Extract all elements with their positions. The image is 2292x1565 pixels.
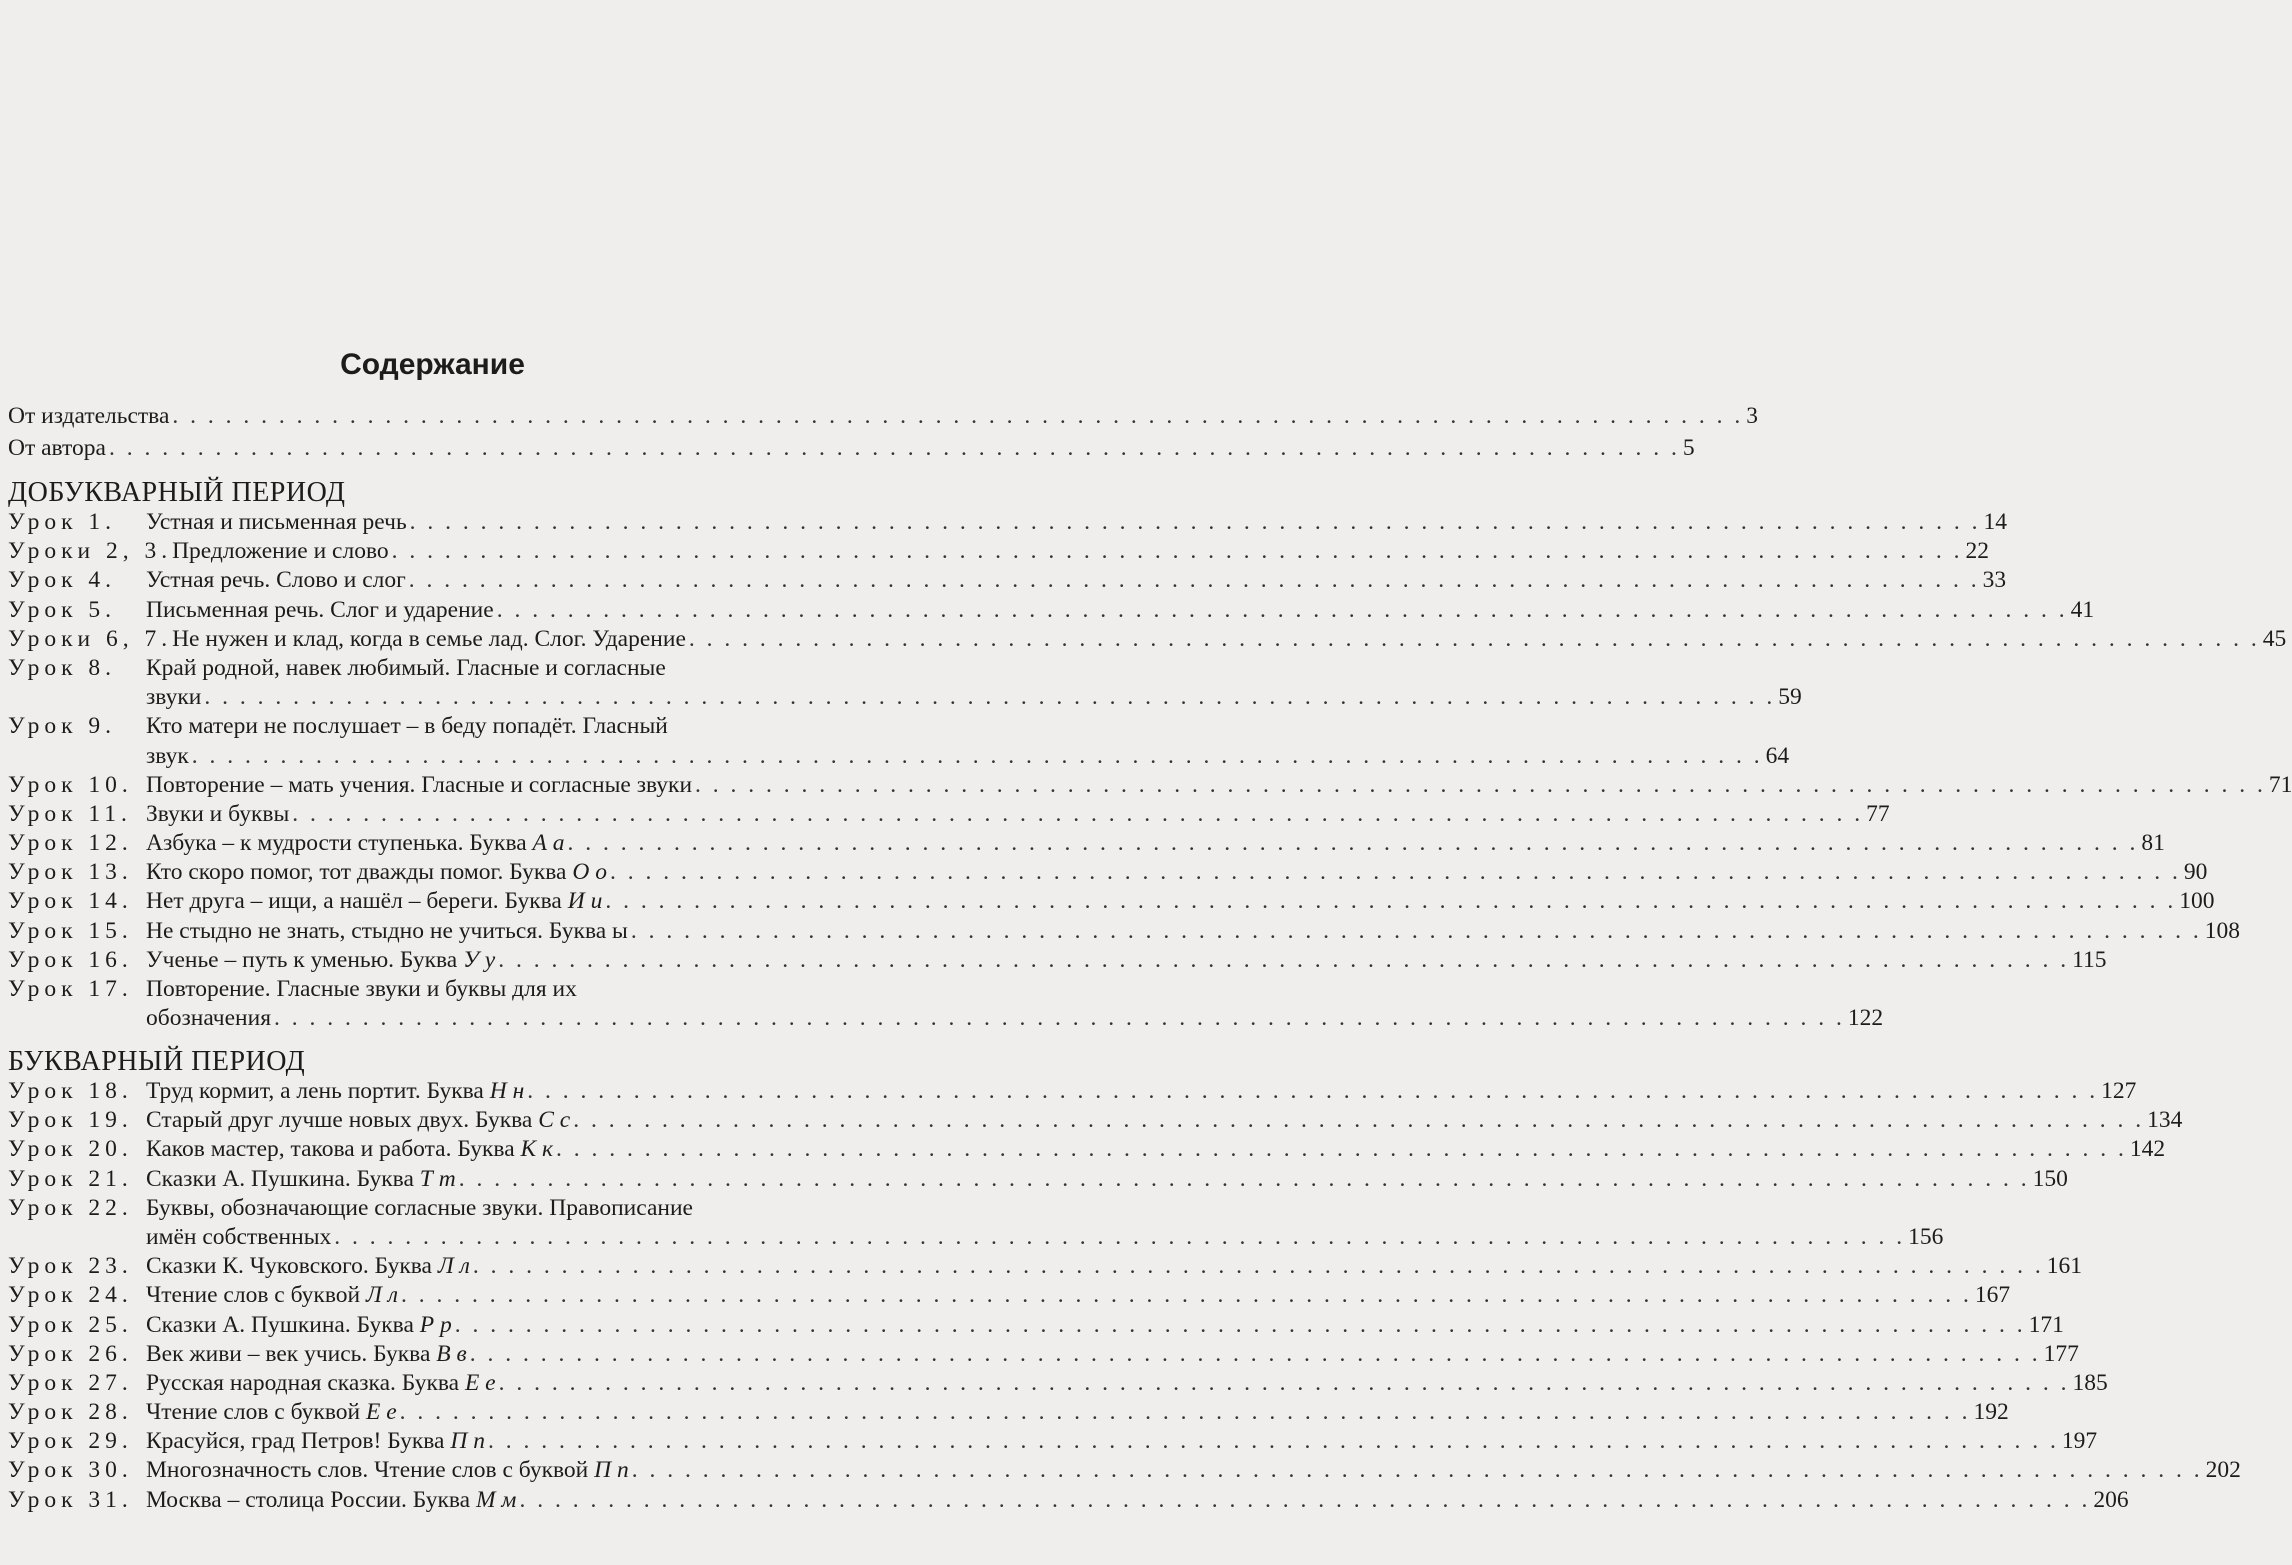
entry-text: Чтение слов с буквой <box>146 1399 361 1426</box>
entry-title <box>146 1427 485 1456</box>
letter-name: Л л <box>437 1253 470 1280</box>
toc-entry[interactable] <box>8 625 2287 654</box>
entry-body <box>146 1281 2011 1310</box>
letter-name: П п <box>450 1428 485 1455</box>
toc-entry[interactable] <box>8 1369 2108 1398</box>
entry-body <box>146 1252 2082 1281</box>
dot-leader: . . . . . . . . . . . . . . . . . . . . . . . . . . . . . . . . . . . . . . . . . . . . . . . . . . . . . . . . . . . . . . . . . . . . . . . . . . . . . . . . . . . . . . . . . <box>408 567 1980 594</box>
entry-line <box>146 1252 2082 1281</box>
entry-text: Повторение – мать учения. Гласные и согласные звуки <box>146 771 693 798</box>
entry-title <box>146 1252 470 1281</box>
entry-body <box>146 1194 1944 1252</box>
toc-entry[interactable] <box>8 771 2292 800</box>
letter-name: М м <box>475 1486 517 1513</box>
entry-line <box>146 946 2107 975</box>
page-number: 71 <box>2268 771 2292 798</box>
entry-text: Москва – столица России. Буква <box>146 1486 471 1513</box>
entry-line <box>146 1281 2011 1310</box>
entry-line <box>146 1004 1884 1033</box>
lesson-label: Урок 4. <box>8 567 116 594</box>
entry-line <box>146 1311 2064 1340</box>
lesson-label: Урок 13. <box>8 859 133 886</box>
letter-name: С с <box>538 1107 571 1134</box>
entry-title <box>146 946 495 975</box>
page-number: 150 <box>2032 1165 2068 1192</box>
page-number: 41 <box>2070 596 2095 623</box>
lesson-label: Урок 9. <box>8 713 116 740</box>
entry-title <box>146 596 494 625</box>
toc-entry[interactable] <box>8 654 1802 712</box>
entry-line <box>146 1165 2068 1194</box>
toc-entry[interactable] <box>8 400 1759 432</box>
entry-text: звуки <box>146 684 202 711</box>
entry-body <box>146 1486 2129 1515</box>
page-number: 115 <box>2072 946 2107 973</box>
page-number: 5 <box>1682 435 1695 461</box>
toc-entry[interactable] <box>8 887 2215 916</box>
entry-title <box>146 712 668 741</box>
toc-entry[interactable] <box>8 1252 2082 1281</box>
entry-body <box>146 1165 2068 1194</box>
lesson-label: Урок 15. <box>8 917 133 944</box>
entry-text: Многозначность слов. Чтение слов с буквой <box>146 1457 589 1484</box>
page-number: 127 <box>2101 1078 2137 1104</box>
entry-text: Устная и письменная речь <box>146 509 407 535</box>
lesson-label: Урок 19. <box>8 1107 133 1134</box>
entry-text: Сказки А. Пушкина. Буква <box>146 1311 414 1338</box>
dot-leader: . . . . . . . . . . . . . . . . . . . . . . . . . . . . . . . . . . . . . . . . . . . . . . . . . . . . . . . . . . . . . . . . . . . . . . . . . . . . . . . . . . . . . . . . . <box>334 1223 1906 1250</box>
entry-body <box>146 829 2165 858</box>
toc-entry[interactable] <box>8 975 1884 1033</box>
entry-text: Труд кормит, а лень портит. Буква <box>146 1078 484 1104</box>
entry-body <box>146 887 2215 916</box>
page-number: 64 <box>1765 742 1790 769</box>
letter-name: Т т <box>419 1165 456 1192</box>
entry-body <box>146 654 1802 712</box>
entry-body <box>146 1311 2064 1340</box>
toc-entry[interactable] <box>8 1340 2079 1369</box>
page-number: 177 <box>2043 1340 2079 1367</box>
entry-title <box>146 975 577 1004</box>
lesson-label: Урок 11. <box>8 800 132 827</box>
page-number: 100 <box>2179 888 2215 915</box>
entry-line <box>146 1427 2098 1456</box>
page-number: 206 <box>2093 1486 2129 1513</box>
entry-text: Повторение. Гласные звуки и буквы для их <box>146 976 577 1002</box>
toc-entry[interactable] <box>8 1281 2011 1310</box>
entry-title <box>146 1369 496 1398</box>
entry-title <box>146 1223 331 1252</box>
entry-title <box>146 1398 397 1427</box>
toc-entry[interactable] <box>8 1135 2166 1164</box>
dot-leader: . . . . . . . . . . . . . . . . . . . . . . . . . . . . . . . . . . . . . . . . . . . . . . . . . . . . . . . . . . . . . . . . . . . . . . . . . . . . . . . . . . . . . . . . . <box>487 1428 2059 1455</box>
letter-name: У у <box>463 946 496 973</box>
entry-line <box>146 1194 828 1223</box>
lesson-label: Урок 10. <box>8 771 133 798</box>
entry-text: Сказки А. Пушкина. Буква <box>146 1165 414 1192</box>
lesson-label: Урок 22. <box>8 1194 133 1221</box>
page-number: 192 <box>1973 1399 2009 1426</box>
entry-text: Устная речь. Слово и слог <box>146 567 406 594</box>
toc-entry[interactable] <box>8 1311 2064 1340</box>
dot-leader: . . . . . . . . . . . . . . . . . . . . . . . . . . . . . . . . . . . . . . . . . . . . . . . . . . . . . . . . . . . . . . . . . . . . . . . . . . . . . . . . . . . . . . . . . <box>688 625 2260 652</box>
lesson-label: Урок 31. <box>8 1486 133 1513</box>
letter-name: В в <box>436 1340 467 1367</box>
page-number: 161 <box>2046 1253 2082 1280</box>
letter-name: Л л <box>365 1282 399 1309</box>
lesson-label: Урок 18. <box>8 1078 133 1104</box>
entry-body <box>146 1106 2183 1135</box>
entry-title <box>146 1486 516 1515</box>
entry-line <box>146 1077 2137 1106</box>
entry-title <box>172 537 389 566</box>
entry-line <box>146 1106 2183 1135</box>
dot-leader: . . . . . . . . . . . . . . . . . . . . . . . . . . . . . . . . . . . . . . . . . . . . . . . . . . . . . . . . . . . . . . . . . . . . . . . . . . . . . . . . . . . . . . . . . <box>527 1078 2099 1104</box>
dot-leader: . . . . . . . . . . . . . . . . . . . . . . . . . . . . . . . . . . . . . . . . . . . . . . . . . . . . . . . . . . . . . . . . . . . . . . . . . . . . . . . . . . . . . . . . . <box>498 1369 2070 1396</box>
dot-leader: . . . . . . . . . . . . . . . . . . . . . . . . . . . . . . . . . . . . . . . . . . . . . . . . . . . . . . . . . . . . . . . . . . . . . . . . . . . . . . . . . . . . . . . . . <box>573 1107 2145 1134</box>
entry-line <box>146 771 2292 800</box>
entry-title <box>146 771 692 800</box>
page-number: 122 <box>1847 1005 1884 1032</box>
letter-name: О о <box>572 859 607 886</box>
dot-leader: . . . . . . . . . . . . . . . . . . . . . . . . . . . . . . . . . . . . . . . . . . . . . . . . . . . . . . . . . . . . . . . . . . . . . . . . . . . . . . . . . . . . . . . . . <box>472 1253 2044 1280</box>
entry-line <box>146 1340 2079 1369</box>
page-number: 77 <box>1866 800 1890 827</box>
entry-body <box>146 1427 2098 1456</box>
lesson-label: Урок 1. <box>8 509 116 535</box>
entry-title <box>146 683 201 712</box>
entry-line <box>146 917 2240 946</box>
entry-text: Азбука – к мудрости ступенька. Буква <box>146 830 527 857</box>
lesson-label: Урок 8. <box>8 654 116 681</box>
entry-line <box>146 858 2208 887</box>
entry-title <box>146 508 407 537</box>
entry-title <box>172 625 686 654</box>
lesson-label: Урок 12. <box>8 830 133 857</box>
dot-leader: . . . . . . . . . . . . . . . . . . . . . . . . . . . . . . . . . . . . . . . . . . . . . . . . . . . . . . . . . . . . . . . . . . . . . . . . . . . . . . . . . . . . . . . . . <box>292 800 1864 827</box>
entry-body <box>146 712 1790 770</box>
entry-title <box>146 887 602 916</box>
lesson-label: Урок 28. <box>8 1399 133 1426</box>
dot-leader: . . . . . . . . . . . . . . . . . . . . . . . . . . . . . . . . . . . . . . . . . . . . . . . . . . . . . . . . . . . . . . . . . . . . . . . . . . . . . . . . . . . . . . . . . <box>498 946 2070 973</box>
lesson-label: Уроки 2, 3. <box>8 538 173 565</box>
dot-leader: . . . . . . . . . . . . . . . . . . . . . . . . . . . . . . . . . . . . . . . . . . . . . . . . . . . . . . . . . . . . . . . . . . . . . . . . . . . . . . . . . . . . . . . . . <box>454 1311 2026 1338</box>
toc-entry[interactable] <box>8 829 2165 858</box>
dot-leader: . . . . . . . . . . . . . . . . . . . . . . . . . . . . . . . . . . . . . . . . . . . . . . . . . . . . . . . . . . . . . . . . . . . . . . . . . . . . . . . . . . . . . . . . . <box>191 742 1763 769</box>
entry-line <box>146 508 2008 537</box>
lesson-label: Урок 25. <box>8 1311 133 1338</box>
toc-entry[interactable] <box>8 566 2007 595</box>
entry-title <box>146 829 565 858</box>
entry-body <box>146 508 2008 537</box>
entry-text: Красуйся, град Петров! Буква <box>146 1428 445 1455</box>
page-number: 171 <box>2028 1311 2064 1338</box>
entry-body <box>146 1369 2108 1398</box>
page-number: 22 <box>1965 538 1990 565</box>
entry-text: Кто скоро помог, тот дважды помог. Буква <box>146 859 567 886</box>
toc-entry[interactable] <box>8 917 2240 946</box>
dot-leader: . . . . . . . . . . . . . . . . . . . . . . . . . . . . . . . . . . . . . . . . . . . . . . . . . . . . . . . . . . . . . . . . . . . . . . . . . . . . . . . . . . . . . . . . . <box>274 1005 1845 1032</box>
entry-title <box>146 800 289 829</box>
dot-leader: . . . . . . . . . . . . . . . . . . . . . . . . . . . . . . . . . . . . . . . . . . . . . . . . . . . . . . . . . . . . . . . . . . . . . . . . . . . . . . . . . . . . . . . . . <box>458 1165 2030 1192</box>
letter-name: Е е <box>365 1399 397 1426</box>
toc-entry[interactable] <box>8 1106 2183 1135</box>
entry-text: Русская народная сказка. Буква <box>146 1369 460 1396</box>
dot-leader: . . . . . . . . . . . . . . . . . . . . . . . . . . . . . . . . . . . . . . . . . . . . . . . . . . . . . . . . . . . . . . . . . . . . . . . . . . . . . . . . . . . . . . . . . <box>631 1457 2203 1484</box>
toc-entry[interactable] <box>8 1486 2129 1515</box>
section-list-prebukvar <box>8 508 2292 1033</box>
entry-title <box>146 1135 553 1164</box>
lesson-label: Урок 23. <box>8 1253 133 1280</box>
entry-line <box>146 829 2165 858</box>
dot-leader: . . . . . . . . . . . . . . . . . . . . . . . . . . . . . . . . . . . . . . . . . . . . . . . . . . . . . . . . . . . . . . . . . . . . . . . . . . . . . . . . . . . . . . . . . <box>204 684 1776 711</box>
entry-body <box>172 537 1990 566</box>
entry-text: Кто матери не послушает – в беду попадёт. Гласный <box>146 713 668 740</box>
entry-line <box>146 1369 2108 1398</box>
entry-line <box>146 1456 2241 1485</box>
toc-entry[interactable] <box>8 946 2107 975</box>
letter-name: Р р <box>419 1311 452 1338</box>
entry-text: Век живи – век учись. Буква <box>146 1340 431 1367</box>
front-matter-list <box>8 400 1759 464</box>
entry-line <box>146 800 1890 829</box>
entry-text: Предложение и слово <box>172 538 389 565</box>
page-number: 142 <box>2129 1136 2166 1163</box>
entry-text: Не нужен и клад, когда в семье лад. Слог. Ударение <box>172 625 686 652</box>
entry-title <box>146 566 406 595</box>
dot-leader: . . . . . . . . . . . . . . . . . . . . . . . . . . . . . . . . . . . . . . . . . . . . . . . . . . . . . . . . . . . . . . . . . . . . . . . . . . . . . . . . . . . . . . . . . <box>469 1340 2041 1367</box>
toc-entry[interactable] <box>8 858 2208 887</box>
entry-text: обозначения <box>146 1005 272 1032</box>
page-number: 197 <box>2061 1428 2098 1455</box>
entry-line <box>146 1223 1944 1252</box>
entry-text: Каков мастер, такова и работа. Буква <box>146 1136 515 1163</box>
entry-body <box>146 1398 2009 1427</box>
entry-line <box>146 1135 2166 1164</box>
entry-line <box>146 566 2007 595</box>
entry-line <box>172 625 2287 654</box>
entry-body <box>146 1340 2079 1369</box>
toc-entry[interactable] <box>8 1398 2009 1427</box>
entry-title <box>146 1004 271 1033</box>
entry-line <box>146 887 2215 916</box>
lesson-label: Уроки 6, 7. <box>8 625 173 652</box>
entry-title: От издательства <box>8 403 170 429</box>
entry-text: Край родной, навек любимый. Гласные и согласные <box>146 654 666 681</box>
entry-body <box>146 771 2292 800</box>
lesson-label: Урок 20. <box>8 1136 133 1163</box>
entry-line <box>146 975 828 1004</box>
entry-text: звук <box>146 742 189 769</box>
entry-body <box>146 858 2208 887</box>
page-number: 33 <box>1982 567 2007 594</box>
page-number: 156 <box>1908 1223 1944 1250</box>
toc-entry[interactable] <box>8 1194 1944 1252</box>
entry-title <box>146 1456 629 1485</box>
entry-body <box>146 800 1890 829</box>
letter-name: А а <box>532 830 565 857</box>
dot-leader: . . . . . . . . . . . . . . . . . . . . . . . . . . . . . . . . . . . . . . . . . . . . . . . . . . . . . . . . . . . . . . . . . . . . . . . . . . . . . . . . . . . . . . . . . <box>630 917 2202 944</box>
entry-text: Письменная речь. Слог и ударение <box>146 596 494 623</box>
entry-line <box>146 654 828 683</box>
entry-title <box>146 1194 693 1223</box>
entry-body <box>146 1077 2137 1106</box>
toc-entry[interactable] <box>8 1165 2068 1194</box>
letter-name: К к <box>520 1136 553 1163</box>
page-number: 108 <box>2204 917 2240 944</box>
dot-leader: . . . . . . . . . . . . . . . . . . . . . . . . . . . . . . . . . . . . . . . . . . . . . . . . . . . . . . . . . . . . . . . . . . . . . . . . . . . . . . . . . . . . . . . . . <box>605 888 2177 915</box>
dot-leader: . . . . . . . . . . . . . . . . . . . . . . . . . . . . . . . . . . . . . . . . . . . . . . . . . . . . . . . . . . . . . . . . . . . . . . . . . . . . . . . . . . . . . . . . . <box>108 435 1680 461</box>
dot-leader: . . . . . . . . . . . . . . . . . . . . . . . . . . . . . . . . . . . . . . . . . . . . . . . . . . . . . . . . . . . . . . . . . . . . . . . . . . . . . . . . . . . . . . . . . <box>555 1136 2127 1163</box>
letter-name: Н н <box>489 1078 525 1104</box>
lesson-label: Урок 5. <box>8 596 116 623</box>
toc-entry[interactable] <box>8 1427 2098 1456</box>
entry-body <box>146 917 2240 946</box>
entry-body <box>146 596 2095 625</box>
entry-title <box>146 917 628 946</box>
toc-entry[interactable] <box>8 537 1990 566</box>
lesson-label: Урок 27. <box>8 1369 133 1396</box>
lesson-label: Урок 21. <box>8 1165 133 1192</box>
entry-line <box>146 683 1802 712</box>
lesson-label: Урок 29. <box>8 1428 133 1455</box>
toc-entry[interactable] <box>8 1456 2241 1485</box>
entry-body <box>146 566 2007 595</box>
lesson-label: Урок 24. <box>8 1282 133 1309</box>
page-number: 59 <box>1778 684 1802 711</box>
page-number: 81 <box>2141 830 2165 857</box>
entry-line <box>146 712 828 741</box>
entry-title <box>146 1340 467 1369</box>
entry-line <box>146 742 1790 771</box>
section-heading-bukvar: БУКВАРНЫЙ ПЕРИОД <box>8 1046 306 1077</box>
page-number: 185 <box>2072 1369 2108 1396</box>
dot-leader: . . . . . . . . . . . . . . . . . . . . . . . . . . . . . . . . . . . . . . . . . . . . . . . . . . . . . . . . . . . . . . . . . . . . . . . . . . . . . . . . . . . . . . . . . <box>609 859 2181 886</box>
entry-line <box>146 596 2095 625</box>
entry-body <box>146 1456 2241 1485</box>
toc-entry[interactable] <box>8 1077 2137 1106</box>
toc-entry[interactable] <box>8 800 1890 829</box>
toc-entry[interactable] <box>8 432 1695 464</box>
letter-name: П п <box>594 1457 629 1484</box>
entry-title <box>146 1311 452 1340</box>
entry-title <box>146 1077 524 1106</box>
entry-body <box>146 1135 2166 1164</box>
entry-text: Звуки и буквы <box>146 800 290 827</box>
dot-leader: . . . . . . . . . . . . . . . . . . . . . . . . . . . . . . . . . . . . . . . . . . . . . . . . . . . . . . . . . . . . . . . . . . . . . . . . . . . . . . . . . . . . . . . . . <box>567 830 2139 857</box>
lesson-label: Урок 30. <box>8 1457 133 1484</box>
page-number: 90 <box>2183 859 2208 886</box>
entry-line <box>146 1486 2129 1515</box>
dot-leader: . . . . . . . . . . . . . . . . . . . . . . . . . . . . . . . . . . . . . . . . . . . . . . . . . . . . . . . . . . . . . . . . . . . . . . . . . . . . . . . . . . . . . . . . . <box>391 538 1963 565</box>
entry-title <box>146 1281 398 1310</box>
dot-leader: . . . . . . . . . . . . . . . . . . . . . . . . . . . . . . . . . . . . . . . . . . . . . . . . . . . . . . . . . . . . . . . . . . . . . . . . . . . . . . . . . . . . . . . . . <box>401 1282 1972 1309</box>
entry-title <box>146 1106 570 1135</box>
section-list-bukvar <box>8 1077 2241 1515</box>
entry-body <box>146 946 2107 975</box>
entry-text: Не стыдно не знать, стыдно не учиться. Буква ы <box>146 917 628 944</box>
letter-name: Е е <box>464 1369 496 1396</box>
lesson-label: Урок 17. <box>8 976 133 1002</box>
dot-leader: . . . . . . . . . . . . . . . . . . . . . . . . . . . . . . . . . . . . . . . . . . . . . . . . . . . . . . . . . . . . . . . . . . . . . . . . . . . . . . . . . . . . . . . . . <box>496 596 2068 623</box>
dot-leader: . . . . . . . . . . . . . . . . . . . . . . . . . . . . . . . . . . . . . . . . . . . . . . . . . . . . . . . . . . . . . . . . . . . . . . . . . . . . . . . . . . . . . . . . . <box>172 403 1744 429</box>
lesson-label: Урок 16. <box>8 946 133 973</box>
entry-line <box>146 1398 2009 1427</box>
entry-line <box>172 537 1990 566</box>
toc-entry[interactable] <box>8 596 2095 625</box>
entry-title: От автора <box>8 435 106 461</box>
section-heading-prebukvar: ДОБУКВАРНЫЙ ПЕРИОД <box>8 477 346 508</box>
lesson-label: Урок 26. <box>8 1340 133 1367</box>
page-number: 167 <box>1974 1282 2011 1309</box>
entry-text: Нет друга – ищи, а нашёл – береги. Буква <box>146 888 562 915</box>
entry-body <box>172 625 2287 654</box>
entry-text: Сказки К. Чуковского. Буква <box>146 1253 432 1280</box>
letter-name: И и <box>567 888 603 915</box>
page-number: 202 <box>2205 1457 2241 1484</box>
entry-title <box>146 654 666 683</box>
page-number: 45 <box>2262 625 2287 652</box>
dot-leader: . . . . . . . . . . . . . . . . . . . . . . . . . . . . . . . . . . . . . . . . . . . . . . . . . . . . . . . . . . . . . . . . . . . . . . . . . . . . . . . . . . . . . . . . . <box>399 1399 1971 1426</box>
entry-text: Ученье – путь к уменью. Буква <box>146 946 458 973</box>
entry-title <box>146 858 607 887</box>
entry-text: имён собственных <box>146 1223 332 1250</box>
entry-title <box>146 742 189 771</box>
dot-leader: . . . . . . . . . . . . . . . . . . . . . . . . . . . . . . . . . . . . . . . . . . . . . . . . . . . . . . . . . . . . . . . . . . . . . . . . . . . . . . . . . . . . . . . . . <box>519 1486 2091 1513</box>
entry-body <box>146 975 1884 1033</box>
entry-text: Буквы, обозначающие согласные звуки. Правописание <box>146 1194 693 1221</box>
page-number: 14 <box>1983 509 2008 535</box>
page-number: 3 <box>1746 403 1759 429</box>
entry-text: Старый друг лучше новых двух. Буква <box>146 1107 533 1134</box>
entry-text: Чтение слов с буквой <box>146 1282 361 1309</box>
page-number: 134 <box>2147 1107 2183 1134</box>
lesson-label: Урок 14. <box>8 888 133 915</box>
page-title: Содержание <box>340 348 525 381</box>
toc-entry[interactable] <box>8 712 1790 770</box>
dot-leader: . . . . . . . . . . . . . . . . . . . . . . . . . . . . . . . . . . . . . . . . . . . . . . . . . . . . . . . . . . . . . . . . . . . . . . . . . . . . . . . . . . . . . . . . . <box>409 509 1981 535</box>
entry-title <box>146 1165 456 1194</box>
toc-entry[interactable] <box>8 508 2008 537</box>
dot-leader: . . . . . . . . . . . . . . . . . . . . . . . . . . . . . . . . . . . . . . . . . . . . . . . . . . . . . . . . . . . . . . . . . . . . . . . . . . . . . . . . . . . . . . . . . <box>695 771 2266 798</box>
